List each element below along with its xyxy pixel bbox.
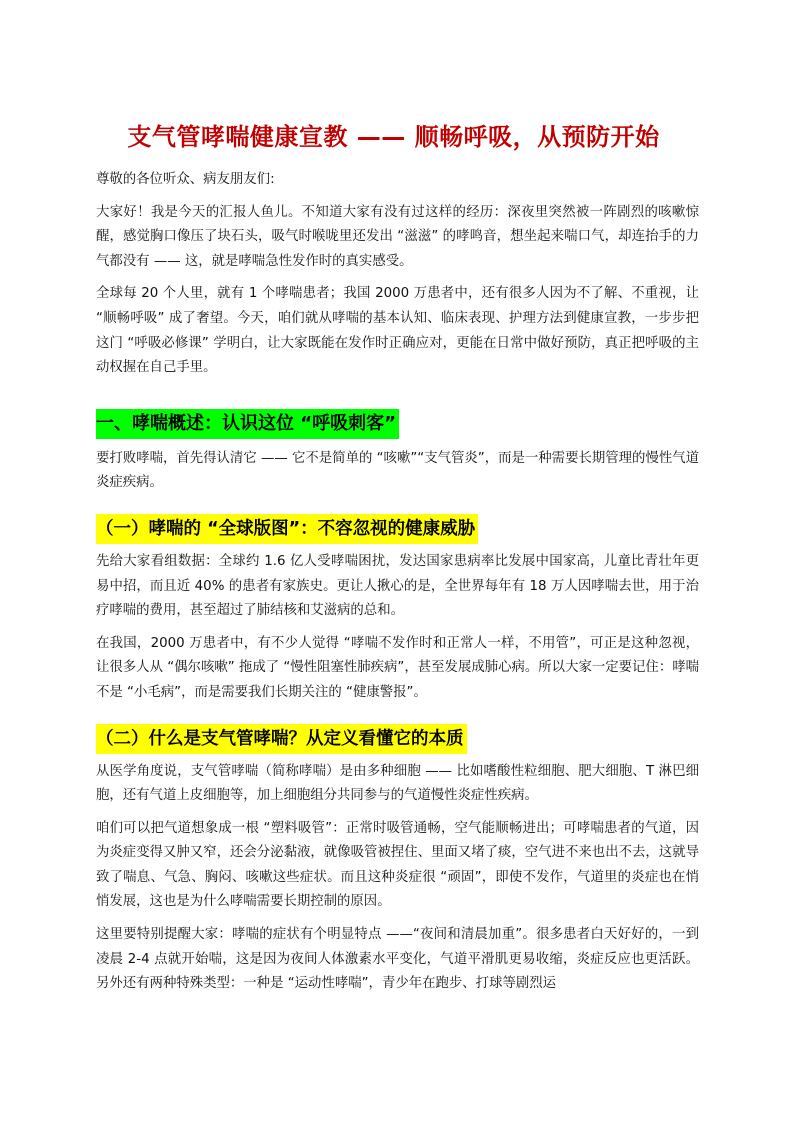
subsection-paragraph: 咱们可以把气道想象成一根 “塑料吸管”：正常时吸管通畅，空气能顺畅进出；可哮喘患者的气道，因为炎症变得又肿又窄，还会分泌黏液，就像吸管被捏住、里面又堵了痰，空气进不来也出不去，这就导致了喘息、气急、胸闷、咳嗽这些症状。而且这种炎症很 “顽固”，即使不发作，气道里的炎症也在悄悄发展，这也是为什么哮喘需要长期控制的原因。: [96, 820, 699, 910]
section-heading-wrap: [96, 409, 699, 439]
subsection-paragraph: 这里要特别提醒大家：哮喘的症状有个明显特点 ——“夜间和清晨加重”。很多患者白天好好的，一到凌晨 2-4 点就开始喘，这是因为夜间人体激素水平变化，气道平滑肌更易收缩，炎症反应也更活跃。另外还有两种特殊类型：一种是 “运动性哮喘”，青少年在跑步、打球等剧烈运: [96, 927, 699, 992]
greeting: 尊敬的各位听众、病友朋友们:: [96, 172, 275, 187]
subsection-paragraph: 在我国，2000 万患者中，有不少人觉得 “哮喘不发作时和正常人一样，不用管”，可正是这种忽视，让很多人从 “偶尔咳嗽” 拖成了 “慢性阻塞性肺疾病”，甚至发展成肺心病。所以大家一定要记住：哮喘不是 “小毛病”，而是需要我们长期关注的 “健康警报”。: [96, 635, 699, 700]
subsection-heading-wrap: [96, 724, 699, 754]
subsection-heading-wrap: [96, 514, 699, 544]
subsection-paragraph: 先给大家看组数据：全球约 1.6 亿人受哮喘困扰，发达国家患病率比发展中国家高，儿童比青壮年更易中招，而且近 40% 的患者有家族史。更让人揪心的是，全世界每年有 18 万人因哮喘去世，用于治疗哮喘的费用，甚至超过了肺结核和艾滋病的总和。: [96, 553, 699, 619]
section-paragraph: 要打败哮喘，首先得认清它 —— 它不是简单的 “咳嗽”“支气管炎”，而是一种需要长期管理的慢性气道炎症疾病。: [96, 450, 699, 491]
document-title: 支气管哮喘健康宣教 —— 顺畅呼吸，从预防开始: [127, 123, 660, 151]
section-heading: 一、哮喘概述：认识这位 “呼吸刺客”: [96, 409, 399, 439]
document-page: [96, 118, 699, 1005]
subsection-heading: （一）哮喘的 “全球版图”：不容忽视的健康威胁: [96, 514, 478, 544]
intro-paragraph: 全球每 20 个人里，就有 1 个哮喘患者；我国 2000 万患者中，还有很多人因为不了解、不重视，让 “顺畅呼吸” 成了奢望。今天，咱们就从哮喘的基本认知、临床表现、护理方法到健康宣教，一步步把这门 “呼吸必修课” 学明白，让大家既能在发作时正确应对，更能在日常中做好预防，真正把呼吸的主动权握在自己手里。: [96, 286, 699, 376]
intro-paragraph: 大家好！我是今天的汇报人鱼儿。不知道大家有没有过这样的经历：深夜里突然被一阵剧烈的咳嗽惊醒，感觉胸口像压了块石头，吸气时喉咙里还发出 “滋滋” 的哮鸣音，想坐起来喘口气，却连抬手的力气都没有 —— 这，就是哮喘急性发作时的真实感受。: [96, 204, 699, 269]
subsection-paragraph: 从医学角度说，支气管哮喘（简称哮喘）是由多种细胞 —— 比如嗜酸性粒细胞、肥大细胞、T 淋巴细胞，还有气道上皮细胞等，加上细胞组分共同参与的气道慢性炎症性疾病。: [96, 763, 699, 804]
subsection-heading: （二）什么是支气管哮喘？从定义看懂它的本质: [96, 724, 467, 754]
